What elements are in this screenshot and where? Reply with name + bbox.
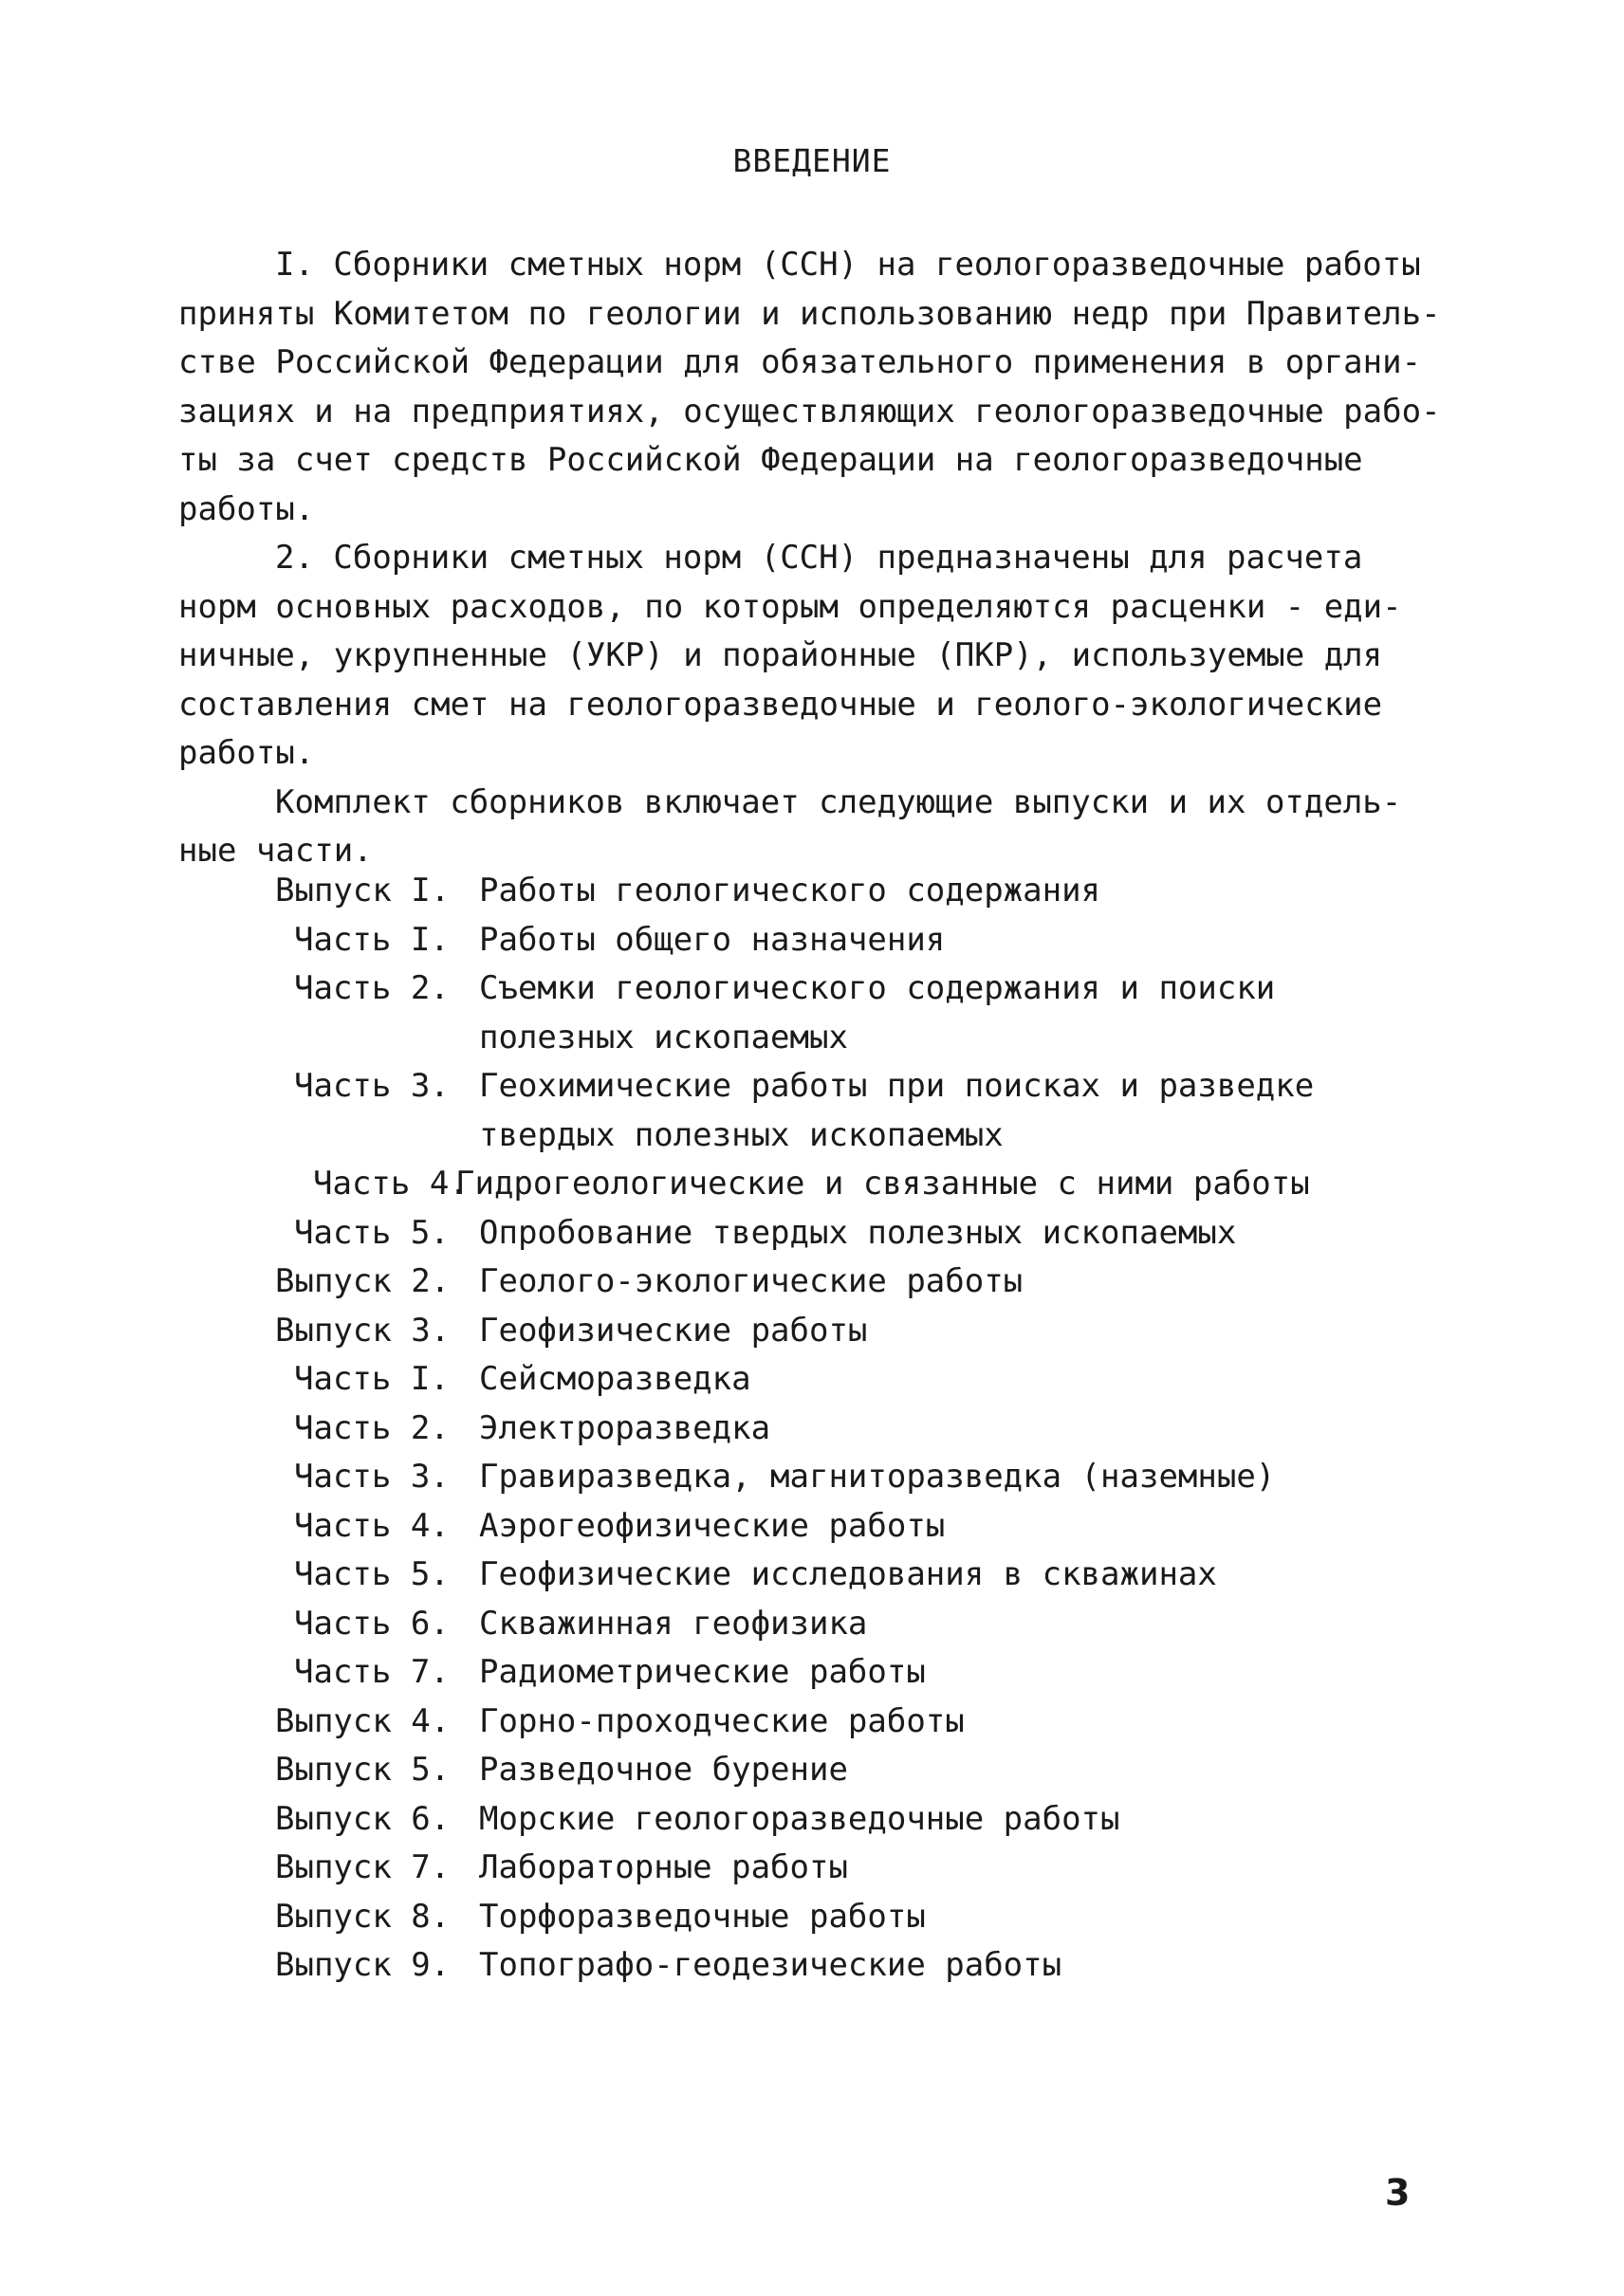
toc-item-title: полезных ископаемых [479, 1018, 848, 1056]
toc-item-title: Торфоразведочные работы [479, 1897, 926, 1936]
part-label: Часть 3. [294, 1067, 450, 1105]
toc-item-title: Гравиразведка, магниторазведка (наземные) [479, 1458, 1276, 1496]
toc-item [0, 1604, 1624, 1645]
toc-item-title: Скважинная геофизика [479, 1604, 868, 1643]
issue-label: Выпуск 7. [275, 1848, 451, 1886]
part-label: Часть I. [294, 920, 450, 959]
paragraph-line: I. Сборники сметных норм (ССН) на геологоразведочные работы [275, 246, 1421, 284]
toc-item [0, 1751, 1624, 1791]
issue-label: Выпуск 9. [275, 1946, 451, 1984]
toc-item [0, 1946, 1624, 1987]
toc-item-title: Сейсморазведка [479, 1360, 751, 1398]
toc-item [0, 969, 1624, 1010]
part-label: Часть 5. [294, 1555, 450, 1593]
part-label: Часть 2. [294, 1408, 450, 1447]
toc-item [0, 1460, 1624, 1498]
toc-item-title: Опробование твердых полезных ископаемых [479, 1213, 1237, 1252]
toc-item-title: Геофизические работы [479, 1311, 868, 1350]
part-label: Часть 7. [294, 1653, 450, 1691]
toc-item [0, 920, 1624, 962]
part-label: Часть 2. [294, 969, 450, 1007]
toc-item [0, 1311, 1624, 1352]
toc-item [0, 1262, 1624, 1303]
toc-item-title: Работы общего назначения [479, 920, 946, 959]
paragraph-line: стве Российской Федерации для обязательного применения в органи- [178, 343, 1422, 381]
toc-item-title: Аэрогеофизические работы [479, 1506, 946, 1545]
paragraph-line: ные части. [178, 832, 373, 870]
toc-item [0, 1653, 1624, 1694]
issue-label: Выпуск 3. [275, 1311, 451, 1350]
toc-item-title: твердых полезных ископаемых [479, 1115, 1004, 1154]
toc-item-title: Работы геологического содержания [479, 872, 1101, 909]
toc-item-title: Съемки геологического содержания и поиски [479, 969, 1276, 1007]
paragraph-line: 2. Сборники сметных норм (ССН) предназначены для расчета [275, 539, 1363, 577]
toc-item [0, 1848, 1624, 1889]
toc-item-title: Морские геологоразведочные работы [479, 1799, 1120, 1838]
toc-item-title: Геофизические исследования в скважинах [479, 1555, 1217, 1593]
toc-item [0, 1213, 1624, 1255]
toc-item [0, 1506, 1624, 1548]
page-number: 3 [1385, 2172, 1411, 2213]
page-title: ВВЕДЕНИЕ [732, 142, 892, 179]
paragraph-line: составления смет на геологоразведочные и геолого-экологические [178, 685, 1383, 724]
part-label: Часть 5. [294, 1213, 450, 1252]
issue-label: Выпуск 5. [275, 1751, 451, 1789]
issue-label: Выпуск 2. [275, 1262, 451, 1300]
toc-item [0, 1018, 1624, 1059]
toc-item [0, 1799, 1624, 1841]
part-label: Часть I. [294, 1360, 450, 1398]
toc-item-title: Геолого-экологические работы [479, 1262, 1024, 1300]
toc-item-title: Лабораторные работы [479, 1848, 848, 1886]
issue-label: Выпуск I. [275, 872, 451, 909]
paragraph-line: работы. [178, 489, 315, 528]
toc-item-title: Радиометрические работы [479, 1653, 926, 1691]
toc-item [0, 1167, 1624, 1205]
toc-item-title: Топографо-геодезические работы [479, 1946, 1062, 1984]
toc-item [0, 1067, 1624, 1108]
paragraph-line: ты за счет средств Российской Федерации на геологоразведочные [178, 441, 1363, 479]
part-label: Часть 6. [294, 1604, 450, 1643]
toc-item-title: Горно-проходческие работы [479, 1701, 965, 1740]
toc-item-title: Разведочное бурение [479, 1751, 848, 1789]
paragraph-line: работы. [178, 734, 315, 772]
issue-label: Выпуск 8. [275, 1897, 451, 1936]
toc-item [0, 1701, 1624, 1743]
part-label: Часть 3. [294, 1458, 450, 1496]
toc-item [0, 1555, 1624, 1596]
toc-item-title: Геохимические работы при поисках и разведке [479, 1067, 1315, 1105]
toc-item [0, 1408, 1624, 1450]
part-label: Часть 4. [294, 1506, 450, 1545]
paragraph-line: зациях и на предприятиях, осуществляющих геологоразведочные рабо- [178, 392, 1441, 431]
toc-item [0, 874, 1624, 912]
toc-item-title: Гидрогеологические и связанные с ними работы [455, 1165, 1310, 1203]
toc-item [0, 1360, 1624, 1401]
issue-label: Выпуск 6. [275, 1799, 451, 1838]
paragraph-line: ничные, укрупненные (УКР) и порайонные (ПКР), используемые для [178, 636, 1383, 674]
toc-item [0, 1115, 1624, 1157]
toc-item [0, 1897, 1624, 1938]
part-label: Часть 4. [313, 1165, 469, 1203]
paragraph-line: Комплект сборников включает следующие выпуски и их отдель- [275, 782, 1402, 821]
paragraph-line: приняты Комитетом по геологии и использованию недр при Правитель- [178, 294, 1441, 333]
toc-item-title: Электроразведка [479, 1408, 771, 1447]
issue-label: Выпуск 4. [275, 1701, 451, 1740]
paragraph-line: норм основных расходов, по которым определяются расценки - еди- [178, 587, 1402, 626]
